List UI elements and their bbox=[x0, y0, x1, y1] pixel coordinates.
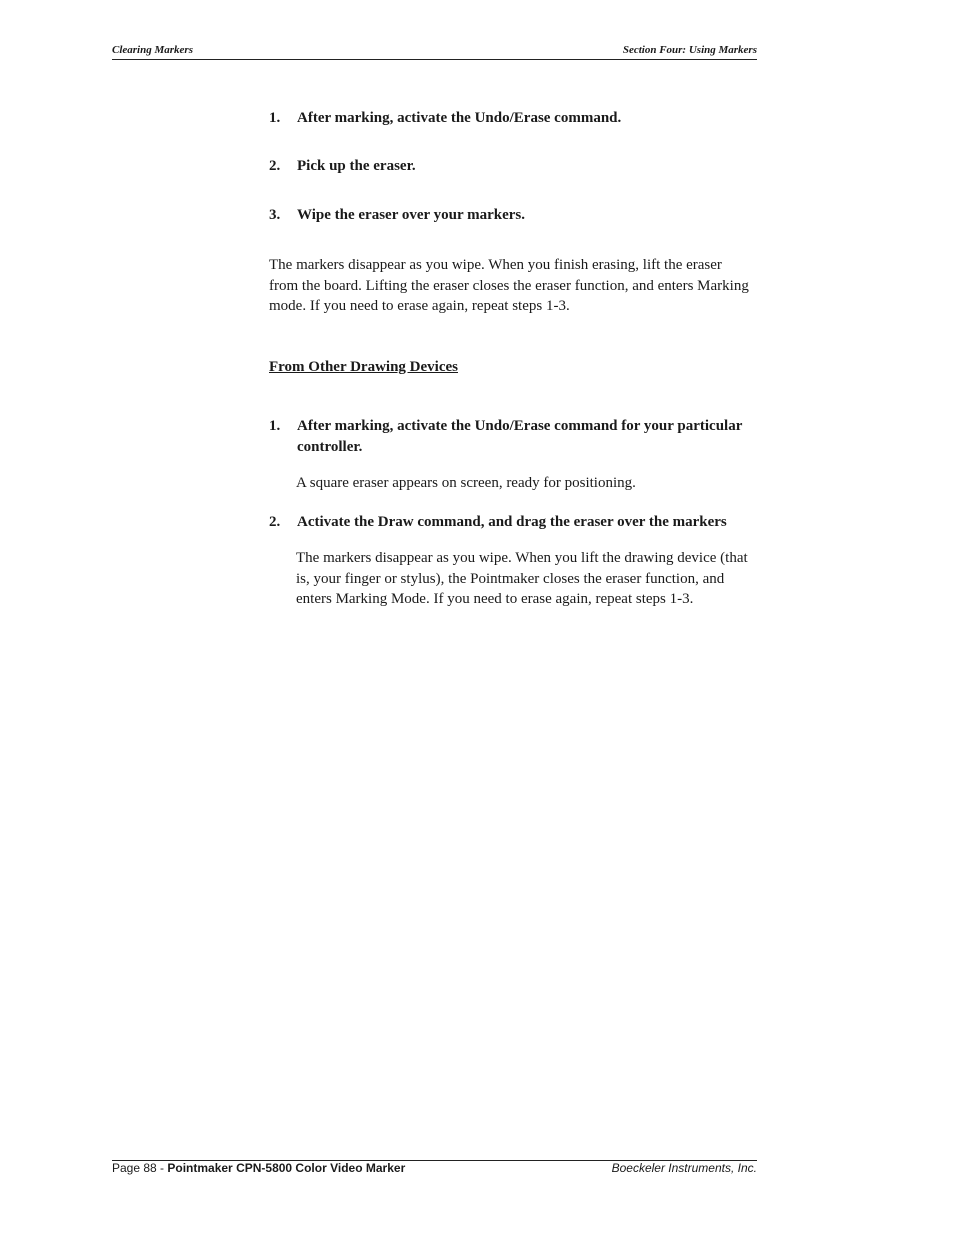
step-number: 2. bbox=[269, 158, 281, 174]
step-a-2 bbox=[269, 156, 749, 177]
footer-product-name: Pointmaker CPN-5800 Color Video Marker bbox=[167, 1161, 406, 1175]
eraser-explanation-paragraph: The markers disappear as you wipe. When you finish erasing, lift the eraser from the board. Lifting the eraser closes the eraser function, and enters Marking mode. If you need to erase again, repeat steps 1-3. bbox=[269, 257, 749, 314]
step-number: 2. bbox=[269, 514, 281, 530]
step-text: Activate the Draw command, and drag the eraser over the markers bbox=[297, 514, 727, 530]
step-b-1 bbox=[269, 416, 749, 457]
header-chapter-title: Section Four: Using Markers bbox=[622, 44, 757, 56]
footer-company: Boeckeler Instruments, Inc. bbox=[611, 1161, 757, 1175]
step-b-1-note: A square eraser appears on screen, ready for positioning. bbox=[296, 475, 636, 491]
page-footer bbox=[112, 1160, 757, 1175]
header-section-title: Clearing Markers bbox=[112, 44, 193, 56]
page-header bbox=[112, 43, 757, 60]
step-number: 1. bbox=[269, 418, 281, 434]
step-text: After marking, activate the Undo/Erase command. bbox=[297, 110, 622, 126]
step-text: Wipe the eraser over your markers. bbox=[297, 207, 526, 223]
step-number: 1. bbox=[269, 110, 281, 126]
step-text: Pick up the eraser. bbox=[297, 158, 416, 174]
footer-page-info bbox=[112, 1161, 405, 1175]
subheading-other-devices: From Other Drawing Devices bbox=[269, 359, 458, 375]
step-a-3 bbox=[269, 205, 749, 226]
step-text: After marking, activate the Undo/Erase command for your particular controller. bbox=[297, 418, 743, 455]
step-b-2 bbox=[269, 512, 749, 533]
step-number: 3. bbox=[269, 207, 281, 223]
step-b-2-note: The markers disappear as you wipe. When you lift the drawing device (that is, your finger or stylus), the Pointmaker closes the eraser function, and enters Marking Mode. If you need to erase again, repeat steps 1-3. bbox=[296, 550, 748, 607]
footer-page-number: Page 88 - bbox=[112, 1161, 168, 1175]
step-a-1 bbox=[269, 108, 749, 129]
